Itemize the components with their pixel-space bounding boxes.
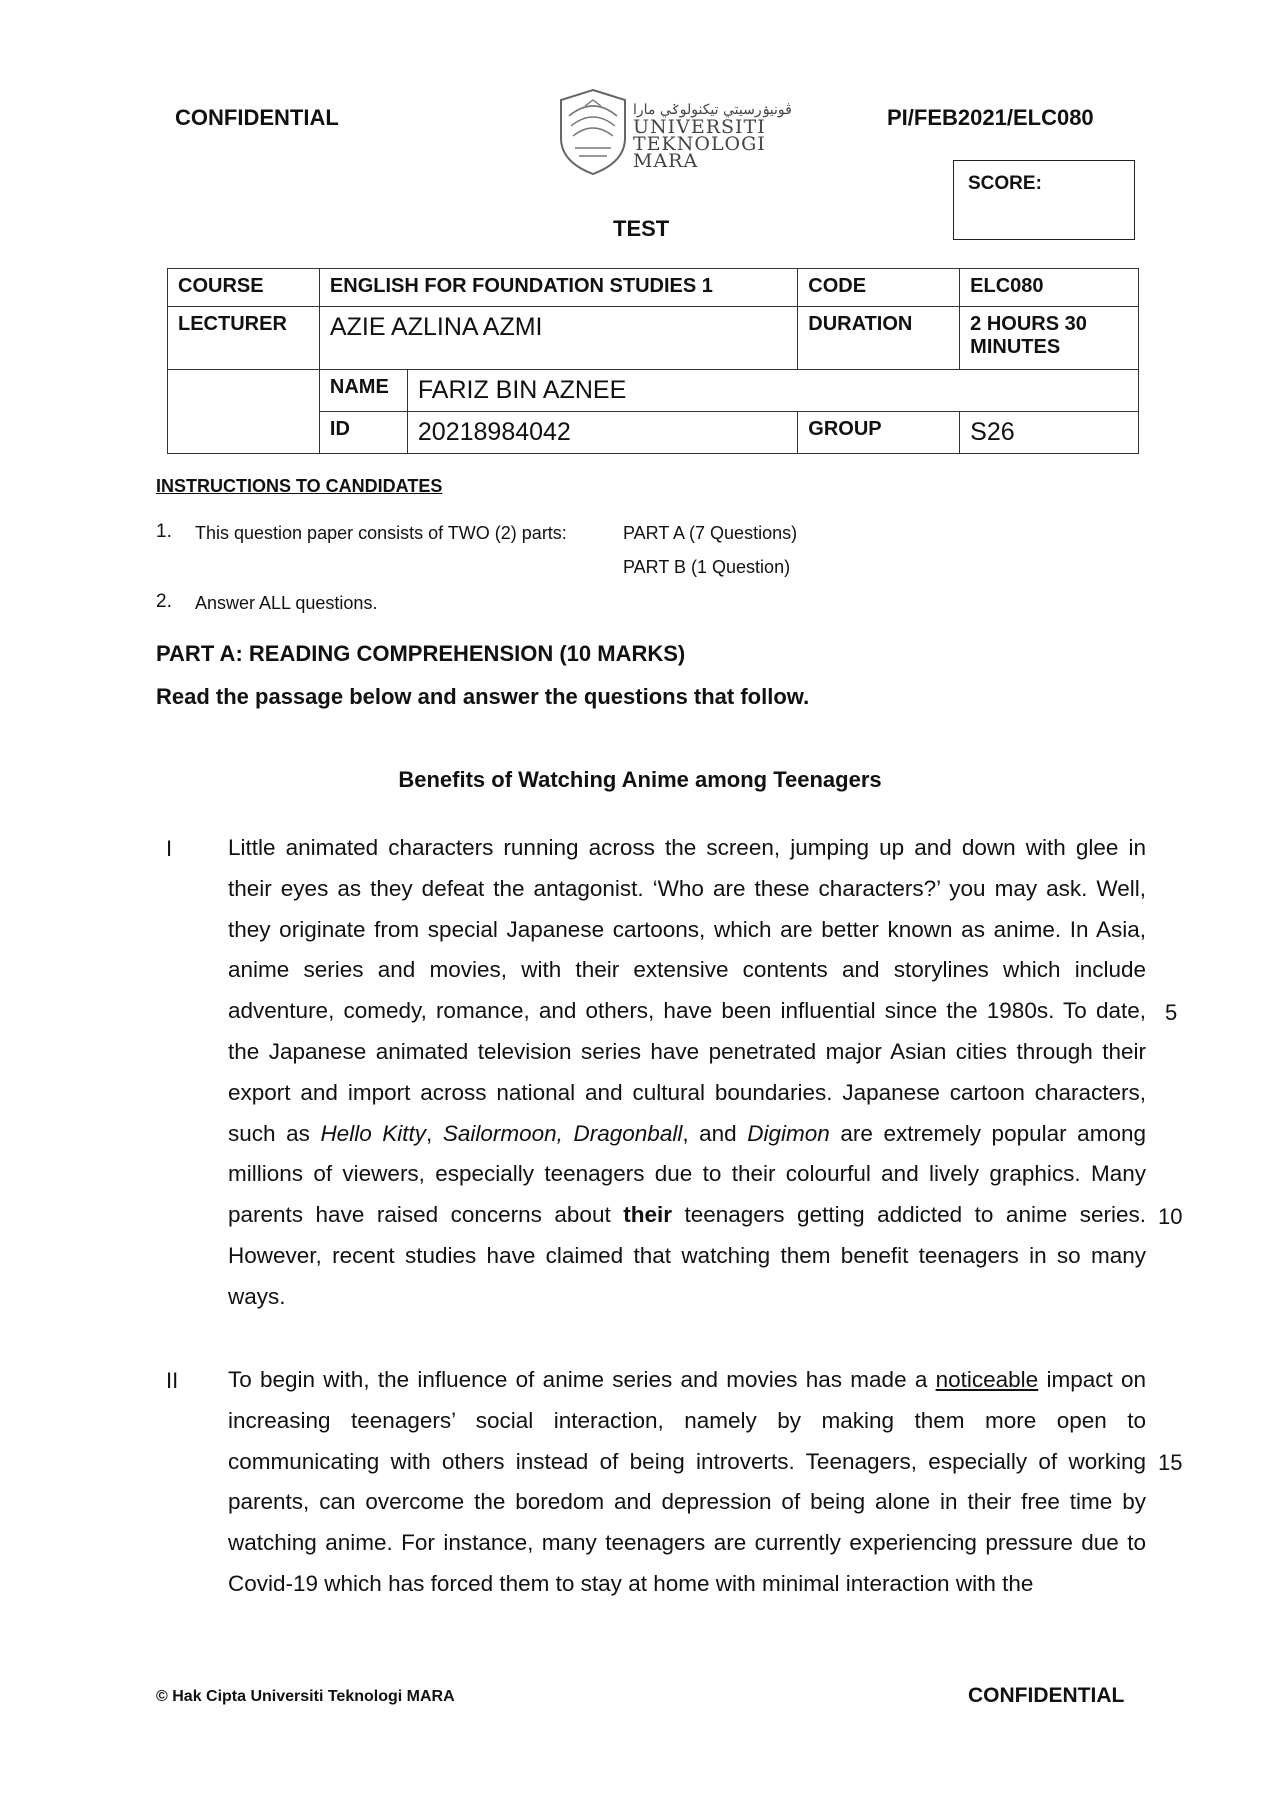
paragraph-2: To begin with, the influence of anime series and movies has made a noticeable impact on increasing teenagers’ social interaction, namely by making them more open to communicating with others instead of being introverts. Teenagers, especially of working parents, can overcome the boredom and depression of being alone in their free time by watching anime. For instance, many teenagers are currently experiencing pressure due to Covid-19 which has forced them to stay at home with minimal interaction with the bbox=[228, 1367, 1146, 1596]
test-title: TEST bbox=[613, 216, 670, 241]
course-value: ENGLISH FOR FOUNDATION STUDIES 1 bbox=[319, 269, 797, 307]
instruction-text: This question paper consists of TWO (2) parts: bbox=[195, 523, 567, 543]
course-label: COURSE bbox=[168, 269, 320, 307]
instruction-part-a: PART A (7 Questions) bbox=[623, 523, 798, 543]
line-number: 10 bbox=[1158, 1204, 1183, 1229]
name-value: FARIZ BIN AZNEE bbox=[407, 370, 1138, 412]
instruction-text: Answer ALL questions. bbox=[195, 593, 378, 613]
paragraph-1: Little animated characters running across the screen, jumping up and down with glee in their eyes as they defeat the antagonist. ‘Who are these characters?’ you may ask. Well, they originate from special Japanese cartoons, which are better known as anime. In Asia, anime series and movies, with their extensive contents and storylines which include adventure, comedy, romance, and others, have been influential since the 1980s. To date, the Japanese animated television series have penetrated major Asian cities through their export and import across national and cultural boundaries. Japanese cartoon characters, such as Hello Kitty, Sailormoon, Dragonball, and Digimon are extremely popular among millions of viewers, especially teenagers due to their colourful and lively graphics. Many parents have raised concerns about their teenagers getting addicted to anime series. However, recent studies have claimed that watching them benefit teenagers in so many ways. bbox=[228, 835, 1146, 1309]
line-number: 5 bbox=[1165, 1000, 1178, 1025]
university-crest-icon bbox=[555, 86, 631, 176]
footer-confidential: CONFIDENTIAL bbox=[968, 1684, 1125, 1707]
logo-line: MARA bbox=[633, 150, 699, 172]
name-label: NAME bbox=[319, 370, 407, 412]
instructions-title: INSTRUCTIONS TO CANDIDATES bbox=[156, 476, 443, 496]
uitm-logo bbox=[555, 86, 792, 176]
lecturer-label: LECTURER bbox=[168, 307, 320, 370]
logo-arabic-text: ڤونيۏرسيتي تيكنولوݢي مارا bbox=[633, 102, 792, 118]
id-label: ID bbox=[319, 412, 407, 454]
footer-copyright: © Hak Cipta Universiti Teknologi MARA bbox=[156, 1688, 455, 1705]
logo-line: UNIVERSITI bbox=[633, 116, 766, 138]
line-number: 15 bbox=[1158, 1450, 1183, 1475]
instruction-number: 1. bbox=[156, 521, 172, 542]
code-label: CODE bbox=[798, 269, 960, 307]
duration-label: DURATION bbox=[798, 307, 960, 370]
id-value: 20218984042 bbox=[407, 412, 797, 454]
score-label: SCORE: bbox=[968, 173, 1042, 194]
part-a-heading: PART A: READING COMPREHENSION (10 MARKS) bbox=[156, 641, 686, 666]
paragraph-number: I bbox=[166, 836, 173, 861]
score-box bbox=[953, 160, 1135, 240]
code-value: ELC080 bbox=[960, 269, 1139, 307]
candidate-info-table bbox=[167, 268, 1139, 454]
duration-value: 2 HOURS 30 MINUTES bbox=[960, 307, 1139, 370]
instruction-number: 2. bbox=[156, 591, 172, 612]
part-a-subheading: Read the passage below and answer the questions that follow. bbox=[156, 684, 810, 709]
blank-cell bbox=[168, 370, 320, 454]
instruction-part-b: PART B (1 Question) bbox=[623, 557, 791, 577]
header-confidential: CONFIDENTIAL bbox=[175, 105, 339, 130]
logo-line: TEKNOLOGI bbox=[633, 133, 766, 155]
lecturer-value: AZIE AZLINA AZMI bbox=[319, 307, 797, 370]
header-code: PI/FEB2021/ELC080 bbox=[887, 105, 1094, 130]
passage-title: Benefits of Watching Anime among Teenagers bbox=[398, 767, 882, 792]
group-label: GROUP bbox=[798, 412, 960, 454]
paragraph-number: II bbox=[166, 1368, 179, 1393]
group-value: S26 bbox=[960, 412, 1139, 454]
